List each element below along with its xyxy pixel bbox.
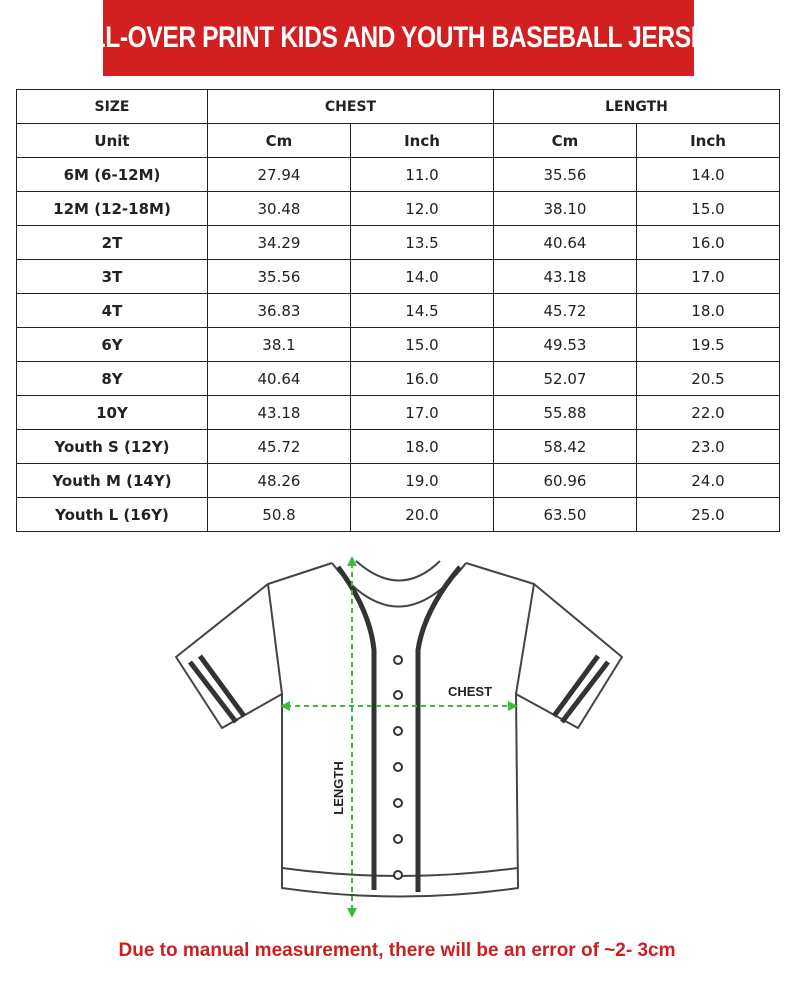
chest-cm-cell: 35.56 [208,260,351,294]
length-label: LENGTH [331,761,346,815]
jersey-diagram [0,548,794,928]
table-row [17,430,780,464]
size-cell: Youth M (14Y) [17,464,208,498]
chest-cm-cell: 45.72 [208,430,351,464]
subheader-unit: Unit [17,124,208,158]
table-row [17,396,780,430]
header-length: LENGTH [494,90,780,124]
chest-inch-cell: 13.5 [351,226,494,260]
length-cm-cell: 40.64 [494,226,637,260]
length-inch-cell: 16.0 [637,226,780,260]
header-chest: CHEST [208,90,494,124]
table-row [17,226,780,260]
table-row [17,158,780,192]
size-cell: 8Y [17,362,208,396]
size-chart-table [16,89,780,532]
subheader-length-inch: Inch [637,124,780,158]
length-cm-cell: 60.96 [494,464,637,498]
table-row [17,362,780,396]
table-row [17,260,780,294]
size-cell: 2T [17,226,208,260]
chest-cm-cell: 30.48 [208,192,351,226]
length-arrow-top-icon [347,556,357,566]
length-cm-cell: 35.56 [494,158,637,192]
length-cm-cell: 49.53 [494,328,637,362]
length-inch-cell: 20.5 [637,362,780,396]
chest-inch-cell: 19.0 [351,464,494,498]
chest-inch-cell: 18.0 [351,430,494,464]
header-size: SIZE [17,90,208,124]
chest-inch-cell: 14.0 [351,260,494,294]
chest-inch-cell: 15.0 [351,328,494,362]
length-cm-cell: 38.10 [494,192,637,226]
length-inch-cell: 22.0 [637,396,780,430]
length-cm-cell: 55.88 [494,396,637,430]
table-subheader-row [17,124,780,158]
length-inch-cell: 25.0 [637,498,780,532]
length-cm-cell: 45.72 [494,294,637,328]
chest-inch-cell: 14.5 [351,294,494,328]
chest-inch-cell: 11.0 [351,158,494,192]
length-inch-cell: 14.0 [637,158,780,192]
chest-cm-cell: 34.29 [208,226,351,260]
measurement-lines [286,563,512,912]
chest-cm-cell: 48.26 [208,464,351,498]
table-header-row [17,90,780,124]
measurement-arrowheads [280,556,518,918]
chest-inch-cell: 17.0 [351,396,494,430]
size-cell: 12M (12-18M) [17,192,208,226]
table-row [17,328,780,362]
chest-inch-cell: 16.0 [351,362,494,396]
length-cm-cell: 52.07 [494,362,637,396]
length-cm-cell: 58.42 [494,430,637,464]
measurement-error-note: Due to manual measurement, there will be an error of ~2- 3cm [118,940,676,961]
subheader-length-cm: Cm [494,124,637,158]
length-inch-cell: 19.5 [637,328,780,362]
table-row [17,294,780,328]
table-row [17,498,780,532]
size-cell: 10Y [17,396,208,430]
chest-cm-cell: 27.94 [208,158,351,192]
title-banner [73,0,724,76]
chest-cm-cell: 43.18 [208,396,351,430]
chest-cm-cell: 38.1 [208,328,351,362]
length-inch-cell: 23.0 [637,430,780,464]
size-cell: Youth L (16Y) [17,498,208,532]
length-inch-cell: 24.0 [637,464,780,498]
length-cm-cell: 43.18 [494,260,637,294]
subheader-chest-inch: Inch [351,124,494,158]
size-cell: 3T [17,260,208,294]
jersey-buttons [394,656,402,879]
table-row [17,464,780,498]
chest-cm-cell: 40.64 [208,362,351,396]
size-cell: Youth S (12Y) [17,430,208,464]
length-cm-cell: 63.50 [494,498,637,532]
length-inch-cell: 15.0 [637,192,780,226]
chest-cm-cell: 36.83 [208,294,351,328]
length-inch-cell: 18.0 [637,294,780,328]
subheader-chest-cm: Cm [208,124,351,158]
sleeve-stripes [190,656,608,722]
size-cell: 6Y [17,328,208,362]
table-row [17,192,780,226]
chest-cm-cell: 50.8 [208,498,351,532]
table-body [17,158,780,532]
length-inch-cell: 17.0 [637,260,780,294]
chest-inch-cell: 12.0 [351,192,494,226]
banner-title: ALL-OVER PRINT KIDS AND YOUTH BASEBALL JERSEY [73,21,724,54]
chest-inch-cell: 20.0 [351,498,494,532]
size-cell: 6M (6-12M) [17,158,208,192]
chest-label: CHEST [447,684,493,699]
size-cell: 4T [17,294,208,328]
length-arrow-bottom-icon [347,908,357,918]
